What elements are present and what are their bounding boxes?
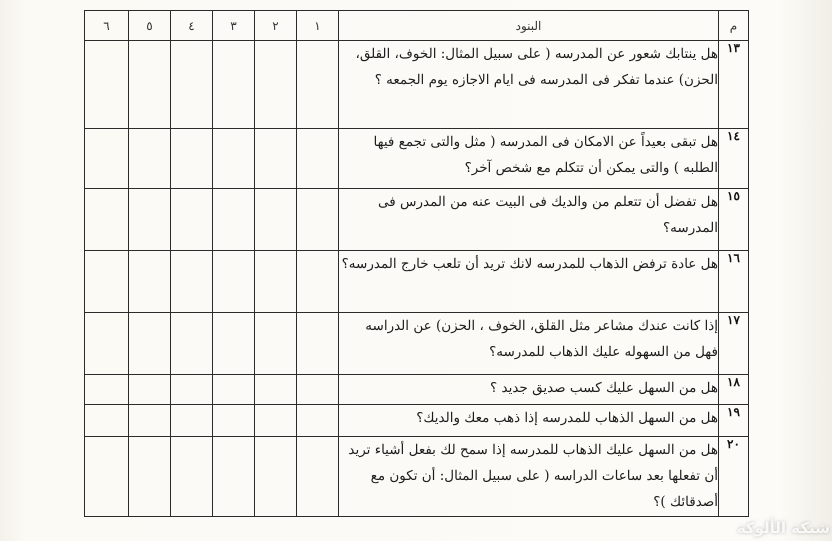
item-number: ١٩ bbox=[719, 405, 749, 437]
item-text: هل تبقى بعيداً عن الامكان فى المدرسه ( مثل والتى تجمع فيها الطلبه ) والتى يمكن أن تتكلم مع شخص آخر؟ bbox=[339, 129, 719, 189]
response-cell-3[interactable] bbox=[213, 313, 255, 375]
table-row bbox=[85, 313, 749, 375]
number-column-header: م bbox=[719, 11, 749, 41]
response-cell-4[interactable] bbox=[171, 41, 213, 129]
response-cell-4[interactable] bbox=[171, 375, 213, 405]
response-cell-2[interactable] bbox=[255, 41, 297, 129]
response-cell-2[interactable] bbox=[255, 375, 297, 405]
response-cell-4[interactable] bbox=[171, 189, 213, 251]
response-cell-6[interactable] bbox=[85, 41, 129, 129]
response-cell-1[interactable] bbox=[297, 41, 339, 129]
choice-column-header-5: ٥ bbox=[129, 11, 171, 41]
response-cell-5[interactable] bbox=[129, 189, 171, 251]
response-cell-6[interactable] bbox=[85, 189, 129, 251]
response-cell-3[interactable] bbox=[213, 41, 255, 129]
response-cell-5[interactable] bbox=[129, 313, 171, 375]
item-number: ١٥ bbox=[719, 189, 749, 251]
table-row bbox=[85, 251, 749, 313]
table-row bbox=[85, 41, 749, 129]
response-cell-1[interactable] bbox=[297, 129, 339, 189]
response-cell-5[interactable] bbox=[129, 405, 171, 437]
table-row bbox=[85, 189, 749, 251]
response-cell-5[interactable] bbox=[129, 129, 171, 189]
response-cell-3[interactable] bbox=[213, 437, 255, 517]
response-cell-1[interactable] bbox=[297, 251, 339, 313]
response-cell-4[interactable] bbox=[171, 129, 213, 189]
items-column-header: البنود bbox=[339, 11, 719, 41]
item-text: إذا كانت عندك مشاعر مثل القلق، الخوف ، الحزن) عن الدراسه فهل من السهوله عليك الذهاب للمدرسه؟ bbox=[339, 313, 719, 375]
response-cell-5[interactable] bbox=[129, 41, 171, 129]
choice-column-header-2: ٢ bbox=[255, 11, 297, 41]
response-cell-1[interactable] bbox=[297, 375, 339, 405]
choice-column-header-6: ٦ bbox=[85, 11, 129, 41]
response-cell-2[interactable] bbox=[255, 437, 297, 517]
response-cell-5[interactable] bbox=[129, 437, 171, 517]
response-cell-6[interactable] bbox=[85, 313, 129, 375]
response-cell-4[interactable] bbox=[171, 405, 213, 437]
choice-column-header-1: ١ bbox=[297, 11, 339, 41]
response-cell-3[interactable] bbox=[213, 129, 255, 189]
response-cell-3[interactable] bbox=[213, 375, 255, 405]
response-cell-3[interactable] bbox=[213, 405, 255, 437]
response-cell-1[interactable] bbox=[297, 189, 339, 251]
item-number: ١٦ bbox=[719, 251, 749, 313]
choice-column-header-3: ٣ bbox=[213, 11, 255, 41]
response-cell-6[interactable] bbox=[85, 251, 129, 313]
response-cell-5[interactable] bbox=[129, 375, 171, 405]
response-cell-6[interactable] bbox=[85, 405, 129, 437]
item-text: هل عادة ترفض الذهاب للمدرسه لانك تريد أن تلعب خارج المدرسه؟ bbox=[339, 251, 719, 313]
item-number: ١٧ bbox=[719, 313, 749, 375]
response-cell-3[interactable] bbox=[213, 189, 255, 251]
response-cell-1[interactable] bbox=[297, 313, 339, 375]
response-cell-3[interactable] bbox=[213, 251, 255, 313]
table-row bbox=[85, 437, 749, 517]
item-number: ١٣ bbox=[719, 41, 749, 129]
response-cell-4[interactable] bbox=[171, 313, 213, 375]
table-row bbox=[85, 375, 749, 405]
response-cell-2[interactable] bbox=[255, 405, 297, 437]
response-cell-4[interactable] bbox=[171, 437, 213, 517]
choice-column-header-4: ٤ bbox=[171, 11, 213, 41]
response-cell-1[interactable] bbox=[297, 437, 339, 517]
item-text: هل من السهل عليك الذهاب للمدرسه إذا سمح لك بفعل أشياء تريد أن تفعلها بعد ساعات الدراسه ( على سبيل المثال: أن تكون مع أصدقائك )؟ bbox=[339, 437, 719, 517]
item-text: هل من السهل عليك كسب صديق جديد ؟ bbox=[339, 375, 719, 405]
response-cell-2[interactable] bbox=[255, 129, 297, 189]
item-number: ١٨ bbox=[719, 375, 749, 405]
item-text: هل ينتابك شعور عن المدرسه ( على سبيل المثال: الخوف، القلق، الحزن) عندما تفكر فى المدرسه فى ايام الاجازه يوم الجمعه ؟ bbox=[339, 41, 719, 129]
response-cell-2[interactable] bbox=[255, 251, 297, 313]
table-row bbox=[85, 405, 749, 437]
response-cell-6[interactable] bbox=[85, 129, 129, 189]
watermark-logo: شبكة الألوكة bbox=[736, 519, 830, 537]
item-text: هل من السهل الذهاب للمدرسه إذا ذهب معك والديك؟ bbox=[339, 405, 719, 437]
questionnaire-body bbox=[85, 41, 749, 517]
questionnaire-table bbox=[84, 10, 749, 517]
response-cell-2[interactable] bbox=[255, 313, 297, 375]
response-cell-4[interactable] bbox=[171, 251, 213, 313]
table-row bbox=[85, 129, 749, 189]
table-header-row bbox=[85, 11, 749, 41]
response-cell-2[interactable] bbox=[255, 189, 297, 251]
response-cell-6[interactable] bbox=[85, 437, 129, 517]
item-number: ٢٠ bbox=[719, 437, 749, 517]
item-text: هل تفضل أن تتعلم من والديك فى البيت عنه من المدرس فى المدرسه؟ bbox=[339, 189, 719, 251]
response-cell-1[interactable] bbox=[297, 405, 339, 437]
response-cell-6[interactable] bbox=[85, 375, 129, 405]
item-number: ١٤ bbox=[719, 129, 749, 189]
response-cell-5[interactable] bbox=[129, 251, 171, 313]
